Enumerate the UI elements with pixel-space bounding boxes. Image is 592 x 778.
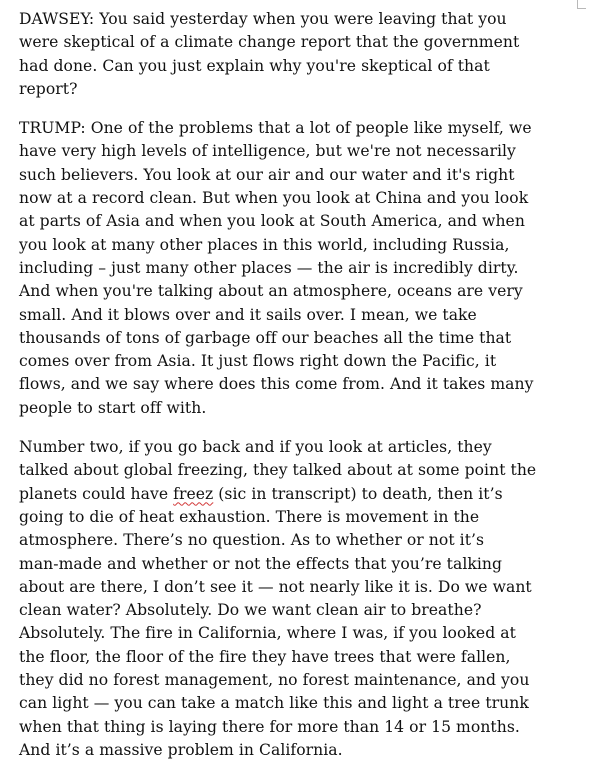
- text-line: small. And it blows over and it sails over. I mean, we take: [19, 305, 477, 324]
- text-line: Absolutely. The fire in California, where I was, if you looked at: [19, 624, 516, 643]
- text-line: comes over from Asia. It just flows right down the Pacific, it: [19, 352, 497, 371]
- text-line: when that thing is laying there for more than 14 or 15 months.: [19, 717, 520, 736]
- text-line: the floor, the floor of the fire they have trees that were fallen,: [19, 647, 511, 666]
- document-body[interactable]: [19, 8, 579, 778]
- text-line: thousands of tons of garbage off our beaches all the time that: [19, 328, 512, 347]
- text-line: And it’s a massive problem in California.: [19, 740, 343, 759]
- text-line: had done. Can you just explain why you're skeptical of that: [19, 56, 490, 75]
- text-line: about are there, I don’t see it — not nearly like it is. Do we want: [19, 577, 532, 596]
- text-line: can light — you can take a match like this and light a tree trunk: [19, 694, 529, 713]
- text-line: at parts of Asia and when you look at South America, and when: [19, 212, 525, 231]
- text-segment: planets could have: [19, 484, 174, 503]
- text-line: [19, 483, 579, 506]
- text-line: clean water? Absolutely. Do we want clean air to breathe?: [19, 601, 482, 620]
- text-line: And when you're talking about an atmosphere, oceans are very: [19, 282, 523, 301]
- text-line: now at a record clean. But when you look at China and you look: [19, 189, 529, 208]
- paragraph-trump-answer-1: [19, 117, 579, 420]
- text-line: people to start off with.: [19, 398, 207, 417]
- text-line: DAWSEY: You said yesterday when you were leaving that you: [19, 10, 507, 28]
- paragraph-trump-answer-2: [19, 436, 579, 762]
- text-line: including – just many other places — the air is incredibly dirty.: [19, 258, 519, 277]
- spelling-error-word[interactable]: freez: [173, 484, 214, 503]
- text-line: flows, and we say where does this come from. And it takes many: [19, 375, 534, 394]
- text-line: such believers. You look at our air and our water and it's right: [19, 165, 515, 184]
- text-line: Number two, if you go back and if you look at articles, they: [19, 438, 492, 457]
- text-line: report?: [19, 79, 78, 98]
- text-line: TRUMP: One of the problems that a lot of people like myself, we: [19, 119, 532, 138]
- text-line: man-made and whether or not the effects that you’re talking: [19, 554, 503, 573]
- text-line: they did no forest management, no forest maintenance, and you: [19, 671, 530, 690]
- text-line: have very high levels of intelligence, but we're not necessarily: [19, 142, 516, 161]
- text-line: atmosphere. There’s no question. As to whether or not it’s: [19, 531, 485, 550]
- text-segment: (sic in transcript) to death, then it’s: [213, 484, 503, 503]
- text-line: were skeptical of a climate change report that the government: [19, 33, 520, 52]
- text-line: going to die of heat exhaustion. There is movement in the: [19, 507, 480, 526]
- paragraph-dawsey-question: [19, 8, 579, 101]
- text-line: you look at many other places in this world, including Russia,: [19, 235, 510, 254]
- text-line: talked about global freezing, they talked about at some point the: [19, 461, 537, 480]
